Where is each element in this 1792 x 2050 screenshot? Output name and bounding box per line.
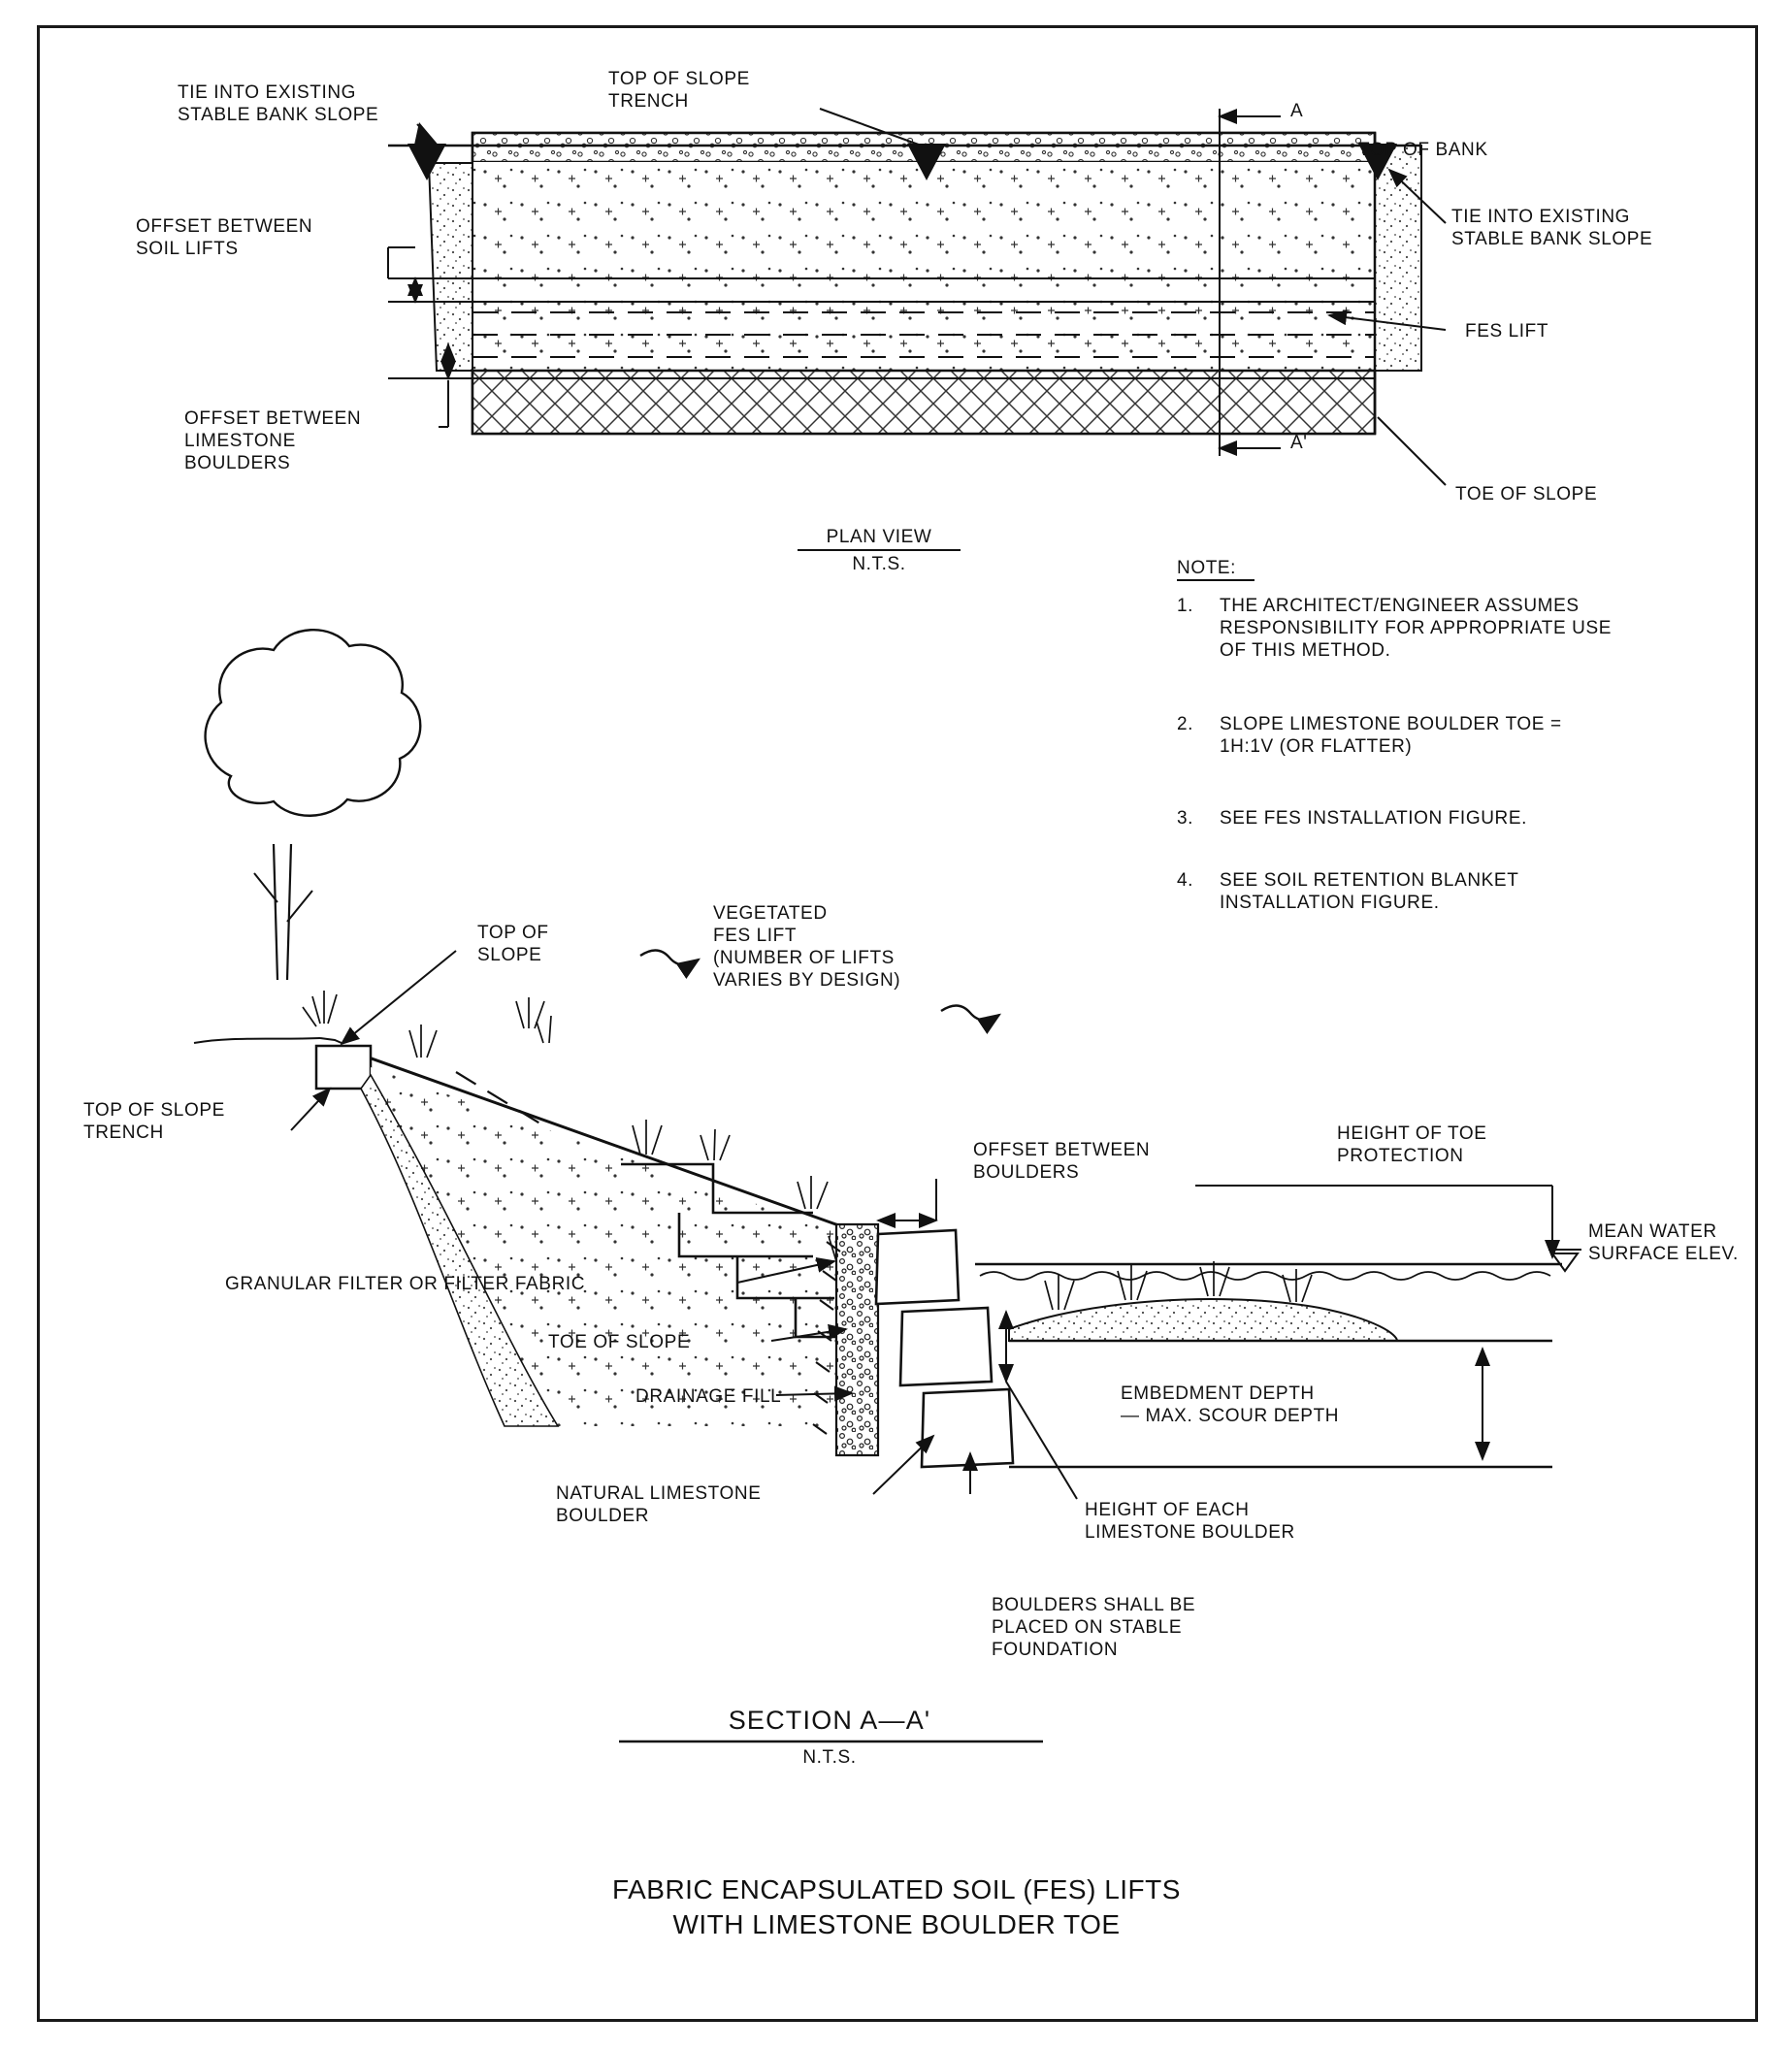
plan-toe-of-slope: TOE OF SLOPE xyxy=(1455,484,1598,504)
note-text-1: THE ARCHITECT/ENGINEER ASSUMES RESPONSIBILITY FOR APPROPRIATE USE OF THIS METHOD. xyxy=(1220,596,1613,661)
plan-tie-into-existing-right: TIE INTO EXISTING STABLE BANK SLOPE xyxy=(1451,207,1653,249)
sheet-title xyxy=(411,1872,1382,1942)
section-view-scale: N.T.S. xyxy=(802,1747,857,1768)
section-mean-water-surface-elev: MEAN WATER SURFACE ELEV. xyxy=(1588,1221,1739,1264)
section-drainage-fill: DRAINAGE FILL xyxy=(635,1386,782,1407)
note-text-2: SLOPE LIMESTONE BOULDER TOE = 1H:1V (OR FLATTER) xyxy=(1220,714,1562,757)
section-height-of-each-boulder: HEIGHT OF EACH LIMESTONE BOULDER xyxy=(1085,1500,1295,1543)
section-embedment-depth: EMBEDMENT DEPTH — MAX. SCOUR DEPTH xyxy=(1121,1383,1340,1426)
plan-tie-into-existing-left: TIE INTO EXISTING STABLE BANK SLOPE xyxy=(178,82,379,125)
note-number-3: 3. xyxy=(1177,808,1194,829)
plan-view-scale: N.T.S. xyxy=(852,554,906,574)
plan-offset-between-limestone-boulders: OFFSET BETWEEN LIMESTONE BOULDERS xyxy=(184,408,362,473)
section-mark-a-top: A xyxy=(1290,101,1304,121)
section-granular-filter: GRANULAR FILTER OR FILTER FABRIC xyxy=(225,1274,586,1294)
plan-top-of-slope-trench: TOP OF SLOPE TRENCH xyxy=(608,69,750,112)
section-vegetated-fes-lift: VEGETATED FES LIFT (NUMBER OF LIFTS VARIES BY DESIGN) xyxy=(713,903,901,991)
plan-fes-lift: FES LIFT xyxy=(1465,321,1549,342)
note-text-3: SEE FES INSTALLATION FIGURE. xyxy=(1220,808,1527,829)
note-number-2: 2. xyxy=(1177,714,1194,734)
note-number-1: 1. xyxy=(1177,596,1194,616)
plan-offset-between-soil-lifts: OFFSET BETWEEN SOIL LIFTS xyxy=(136,216,313,259)
section-natural-limestone-boulder: NATURAL LIMESTONE BOULDER xyxy=(556,1483,762,1526)
note-text-4: SEE SOIL RETENTION BLANKET INSTALLATION FIGURE. xyxy=(1220,870,1519,913)
section-toe-of-slope: TOE OF SLOPE xyxy=(548,1332,691,1352)
section-offset-between-boulders: OFFSET BETWEEN BOULDERS xyxy=(973,1140,1151,1183)
notes-heading: NOTE: xyxy=(1177,558,1237,578)
section-mark-a-bottom: A' xyxy=(1290,433,1308,453)
plan-view-caption: PLAN VIEW xyxy=(826,527,932,547)
section-top-of-slope: TOP OF SLOPE xyxy=(477,923,549,965)
note-number-4: 4. xyxy=(1177,870,1194,891)
section-stable-foundation-note: BOULDERS SHALL BE PLACED ON STABLE FOUNDATION xyxy=(992,1595,1196,1660)
section-height-of-toe-protection: HEIGHT OF TOE PROTECTION xyxy=(1337,1123,1487,1166)
section-view-caption: SECTION A—A' xyxy=(728,1706,931,1735)
section-top-of-slope-trench: TOP OF SLOPE TRENCH xyxy=(83,1100,225,1143)
plan-top-of-bank: TOP OF BANK xyxy=(1358,140,1488,160)
sheet-title-line2: WITH LIMESTONE BOULDER TOE xyxy=(672,1909,1121,1939)
sheet-title-line1: FABRIC ENCAPSULATED SOIL (FES) LIFTS xyxy=(612,1874,1181,1904)
